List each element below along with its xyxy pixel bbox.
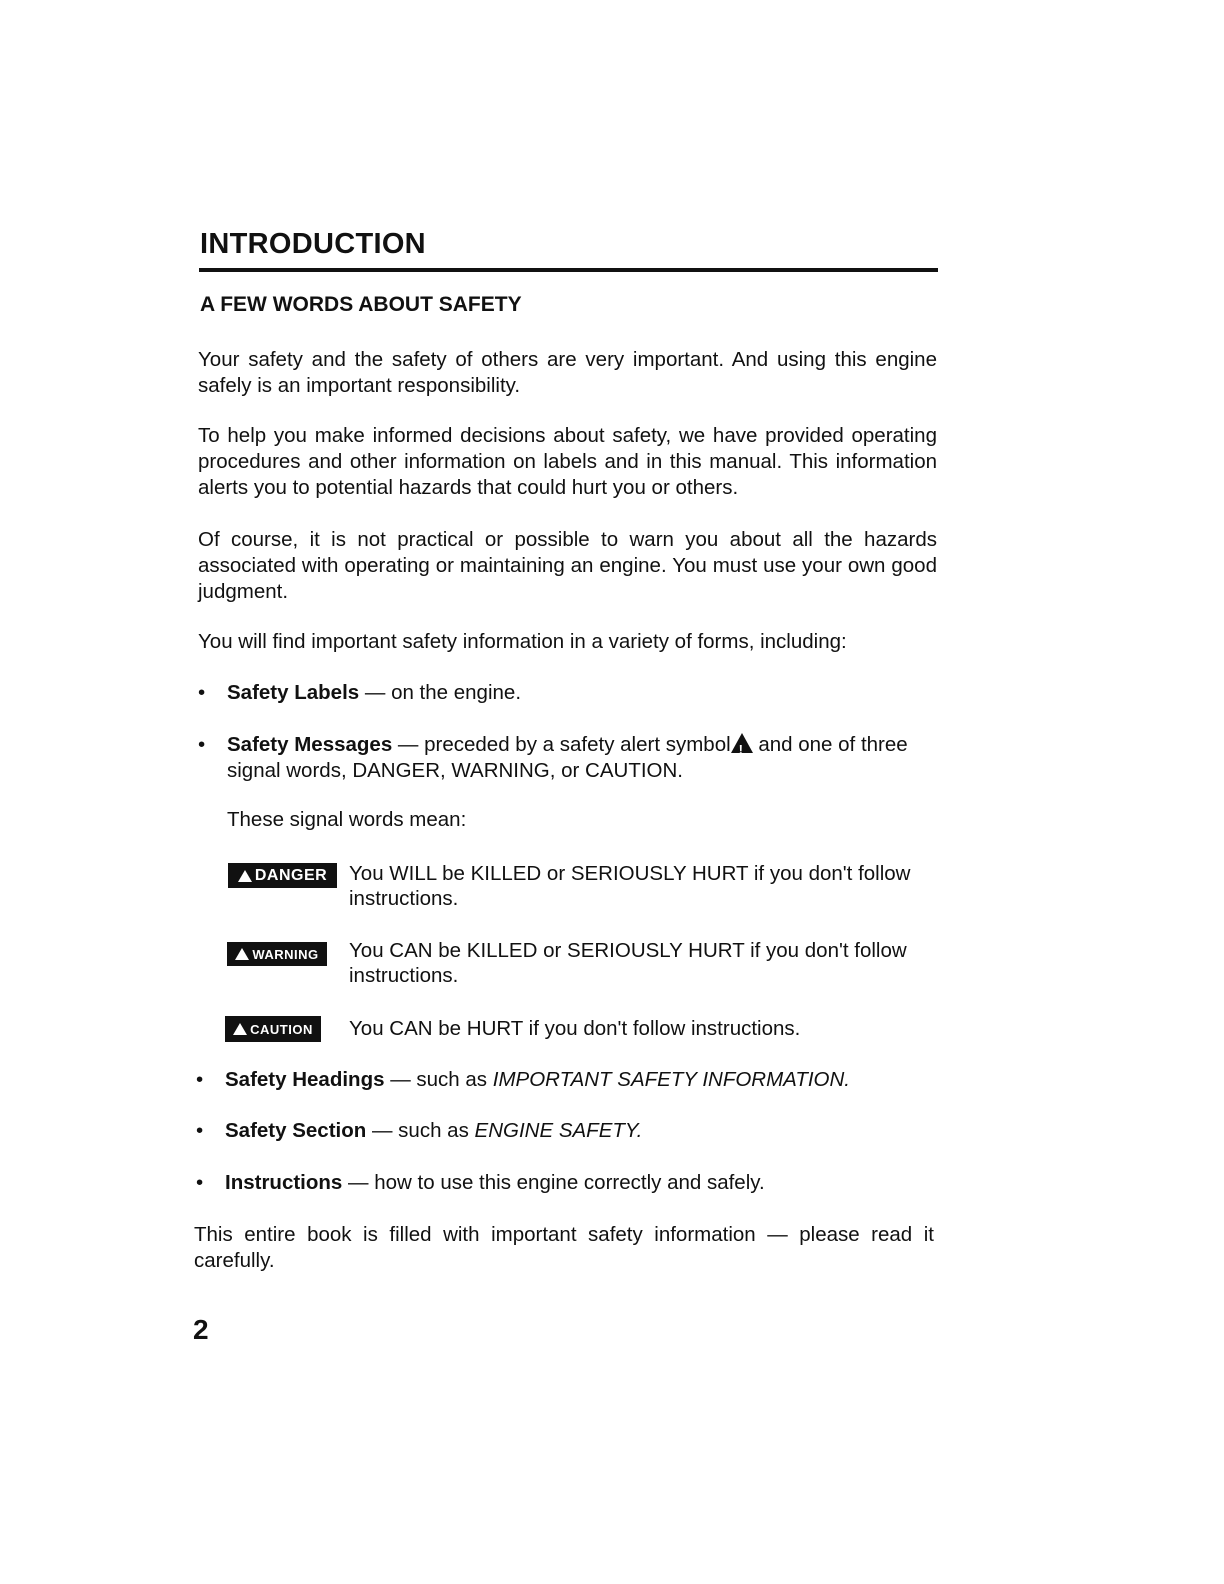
signal-description: You WILL be KILLED or SERIOUSLY HURT if you don't follow instructions.: [349, 862, 911, 910]
signal-intro: These signal words mean:: [227, 808, 467, 831]
paragraph: Your safety and the safety of others are very important. And using this engine safely is an important responsibility.: [198, 348, 937, 397]
bullet-text: — preceded by a safety alert symbol: [392, 733, 731, 756]
page-title: INTRODUCTION: [200, 228, 426, 260]
page-number: 2: [193, 1314, 209, 1345]
closing-paragraph: This entire book is filled with important safety information — please read it carefully.: [194, 1223, 934, 1272]
danger-badge: [228, 863, 337, 888]
section-heading: A FEW WORDS ABOUT SAFETY: [200, 293, 522, 316]
bullet-term: Safety Section: [225, 1119, 367, 1142]
caution-badge: [225, 1016, 321, 1042]
warning-triangle-icon: [238, 870, 252, 882]
warning-triangle-icon: [235, 948, 249, 960]
list-item: • Instructions — how to use this engine correctly and safely.: [196, 1171, 765, 1194]
bullet-term: Safety Headings: [225, 1068, 385, 1091]
bullet-text: — on the engine.: [359, 681, 522, 704]
list-item: • Safety Section — such as ENGINE SAFETY.: [196, 1119, 643, 1142]
title-rule: [199, 268, 938, 272]
bullet-italic: IMPORTANT SAFETY INFORMATION.: [492, 1068, 850, 1091]
bullet-text: — such as: [366, 1119, 475, 1142]
warning-triangle-icon: [233, 1023, 247, 1035]
badge-label: CAUTION: [250, 1021, 313, 1037]
badge-label: WARNING: [252, 946, 319, 962]
paragraph: To help you make informed decisions about safety, we have provided operating procedures and other information on labels and in this manual. This information alerts you to potential hazards that could hurt you or others.: [198, 424, 937, 499]
bullet-text: and one of three signal words, DANGER, WARNING, or CAUTION.: [227, 733, 908, 782]
bullet-term: Safety Labels: [227, 681, 360, 704]
paragraph: You will find important safety information in a variety of forms, including:: [198, 630, 847, 653]
bullet-italic: ENGINE SAFETY.: [474, 1119, 643, 1142]
bullet-text: — such as: [384, 1068, 493, 1091]
list-item: • Safety Headings — such as IMPORTANT SAFETY INFORMATION.: [196, 1068, 850, 1091]
bullet-text: — how to use this engine correctly and safely.: [342, 1171, 765, 1194]
bullet-term: Safety Messages: [227, 733, 393, 756]
badge-label: DANGER: [254, 866, 328, 884]
bullet-term: Instructions: [225, 1171, 343, 1194]
warning-badge: [227, 942, 327, 966]
paragraph: Of course, it is not practical or possible to warn you about all the hazards associated with operating or maintaining an engine. You must use your own good judgment.: [198, 528, 937, 603]
list-item: • Safety Labels — on the engine.: [198, 681, 522, 704]
signal-description: You CAN be HURT if you don't follow instructions.: [349, 1017, 801, 1040]
safety-alert-icon: [731, 733, 753, 753]
signal-description: You CAN be KILLED or SERIOUSLY HURT if you don't follow instructions.: [349, 939, 907, 987]
list-item: • Safety Messages — preceded by a safety alert symbol! and one of three signal words, DANGER, WARNING, or CAUTION.: [198, 732, 937, 784]
